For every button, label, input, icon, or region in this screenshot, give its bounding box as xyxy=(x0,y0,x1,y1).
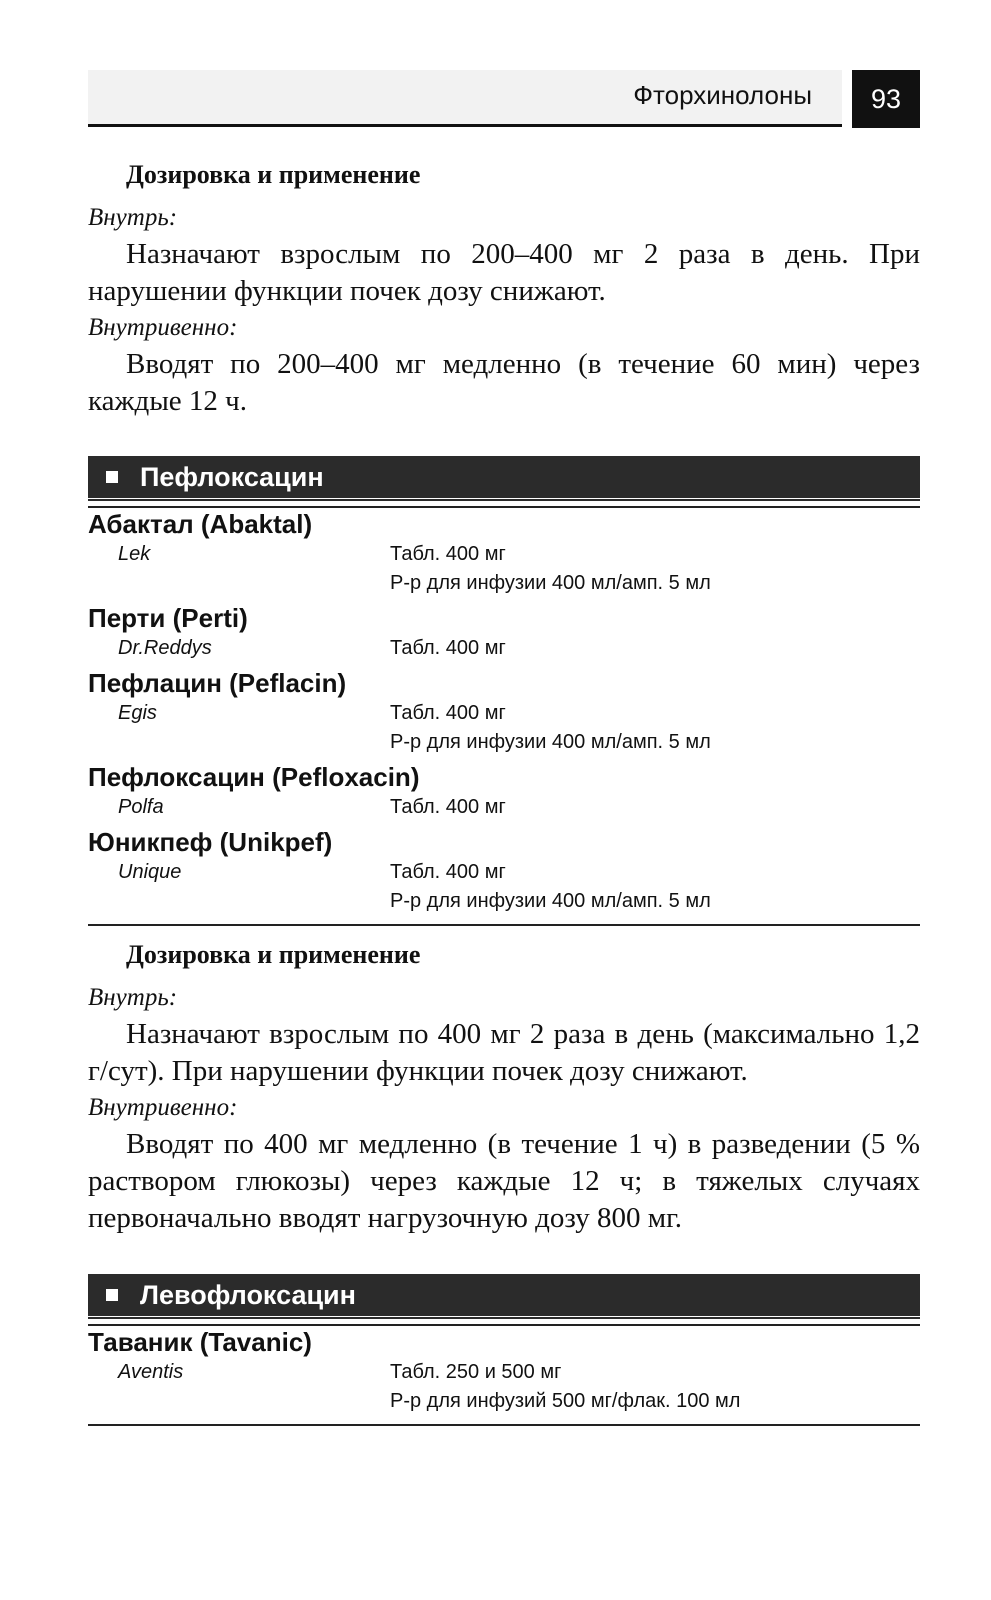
dosage-form: Табл. 250 и 500 мг xyxy=(390,1361,562,1383)
oral-label: Внутрь: xyxy=(88,204,178,231)
brand-entry xyxy=(88,508,920,598)
page-number: 93 xyxy=(852,70,920,128)
oral-text: Назначают взрослым по 200–400 мг 2 раза в день. При нарушении функции почек дозу снижают. xyxy=(88,238,920,307)
dosage-heading: Дозировка и применение xyxy=(126,940,421,969)
dosage-forms xyxy=(390,699,920,757)
brand-name: Пефлоксацин (Pefloxacin) xyxy=(88,762,420,792)
brand-row xyxy=(88,699,920,757)
brand-row xyxy=(88,793,920,822)
dosage-form: Табл. 400 мг xyxy=(390,861,506,883)
square-bullet-icon xyxy=(106,471,118,483)
manufacturer: Polfa xyxy=(118,796,164,818)
drug-title: Пефлоксацин xyxy=(140,462,324,492)
iv-label: Внутривенно: xyxy=(88,1094,238,1121)
brand-entry xyxy=(88,1326,920,1416)
manufacturer: Unique xyxy=(118,861,182,883)
dosage-forms xyxy=(390,634,920,663)
dosage-section-top xyxy=(88,156,920,420)
dosage-form: Табл. 400 мг xyxy=(390,637,506,659)
brand-name: Таваник (Tavanic) xyxy=(88,1327,312,1357)
brand-row xyxy=(88,1358,920,1416)
dosage-forms xyxy=(390,1358,920,1416)
manufacturer: Dr.Reddys xyxy=(118,637,212,659)
brand-list-levofloxacin xyxy=(88,1326,920,1426)
brand-name: Абактал (Abaktal) xyxy=(88,509,313,539)
brand-name: Пефлацин (Peflacin) xyxy=(88,668,347,698)
brand-entry xyxy=(88,602,920,663)
iv-label: Внутривенно: xyxy=(88,314,238,341)
manufacturer: Egis xyxy=(118,702,157,724)
drug-title: Левофлоксацин xyxy=(140,1280,356,1310)
brand-row xyxy=(88,540,920,598)
dosage-form: Р-р для инфузии 400 мл/амп. 5 мл xyxy=(390,890,711,912)
drug-header-pefloxacin xyxy=(88,456,920,502)
brand-entry xyxy=(88,667,920,757)
iv-text: Вводят по 400 мг медленно (в течение 1 ч) в разведении (5 % раствором глюкозы) через каждые 12 ч; в тяжелых случаях первоначально вводят нагрузочную дозу 800 мг. xyxy=(88,1128,920,1234)
brand-name: Перти (Perti) xyxy=(88,603,248,633)
dosage-form: Табл. 400 мг xyxy=(390,702,506,724)
dosage-form: Табл. 400 мг xyxy=(390,543,506,565)
drug-header-levofloxacin xyxy=(88,1274,920,1320)
brand-list-pefloxacin xyxy=(88,508,920,926)
manufacturer: Lek xyxy=(118,543,151,565)
brand-entry xyxy=(88,761,920,822)
dosage-section-pefloxacin xyxy=(88,936,920,1237)
oral-text: Назначают взрослым по 400 мг 2 раза в день (максимально 1,2 г/сут). При нарушении функции почек дозу снижают. xyxy=(88,1018,920,1087)
chapter-title: Фторхинолоны xyxy=(633,80,812,110)
oral-label: Внутрь: xyxy=(88,984,178,1011)
manufacturer: Aventis xyxy=(118,1361,184,1383)
running-header xyxy=(88,70,920,128)
brand-row xyxy=(88,858,920,916)
dosage-form: Табл. 400 мг xyxy=(390,796,506,818)
dosage-form: Р-р для инфузии 400 мл/амп. 5 мл xyxy=(390,731,711,753)
dosage-forms xyxy=(390,540,920,598)
brand-name: Юникпеф (Unikpef) xyxy=(88,827,333,857)
dosage-forms xyxy=(390,858,920,916)
dosage-form: Р-р для инфузий 500 мг/флак. 100 мл xyxy=(390,1390,741,1412)
dosage-heading: Дозировка и применение xyxy=(126,160,421,189)
dosage-forms xyxy=(390,793,920,822)
dosage-form: Р-р для инфузии 400 мл/амп. 5 мл xyxy=(390,572,711,594)
brand-entry xyxy=(88,826,920,916)
iv-text: Вводят по 200–400 мг медленно (в течение 60 мин) через каждые 12 ч. xyxy=(88,348,920,417)
brand-row xyxy=(88,634,920,663)
square-bullet-icon xyxy=(106,1289,118,1301)
